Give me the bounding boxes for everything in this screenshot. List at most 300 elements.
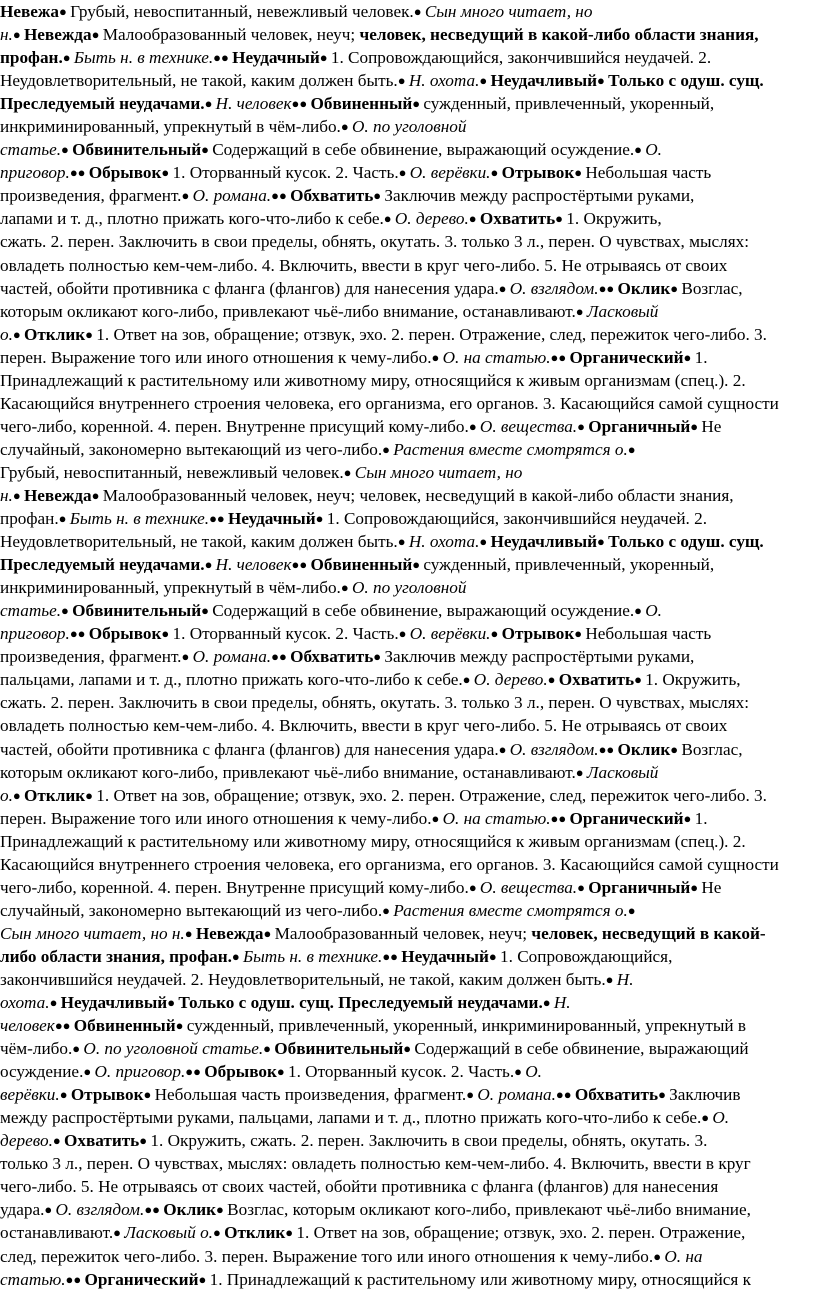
headword: Отклик	[24, 324, 86, 344]
example-text: Быть н. в технике.	[243, 946, 383, 966]
example-text: Н. охота.	[408, 532, 480, 552]
bullet-separator: ●	[397, 73, 409, 89]
bullet-separator: ●	[605, 971, 617, 987]
definition-text: 1. Оторванный кусок. 2. Часть.	[172, 163, 399, 183]
example-text: О. взглядом.	[509, 739, 599, 759]
text-line	[0, 415, 816, 438]
bullet-separator: ●●	[209, 511, 229, 527]
text-line	[0, 369, 816, 392]
bullet-separator: ●	[574, 165, 586, 181]
example-text: о.	[0, 324, 13, 344]
headword: Обхватить	[290, 647, 374, 667]
definition-text: 1.	[694, 808, 708, 828]
definition-text: сужденный, привлеченный, укоренный,	[423, 555, 715, 575]
text-line	[0, 484, 816, 507]
text-line	[0, 1268, 816, 1291]
bullet-separator: ●	[212, 1225, 225, 1241]
headword: Неудачливый	[490, 71, 598, 91]
headword: Органический	[569, 808, 684, 828]
text-line	[0, 530, 816, 553]
bullet-separator: ●	[373, 649, 385, 665]
text-line	[0, 945, 816, 968]
example-text: Сын много читает, но н.	[0, 923, 185, 943]
bullet-separator: ●	[383, 211, 395, 227]
headword: Неудачный	[401, 946, 489, 966]
example-text: О. на статью.	[442, 347, 551, 367]
headword: Обвиненный	[73, 1016, 176, 1036]
headword: Только с одуш. сущ.	[608, 532, 764, 552]
text-line	[0, 507, 816, 530]
definition-text: 1. Ответ на зов, обращение; отзвук, эхо. 2. перен. Отражение, след, пережиток чего-либо. 3.	[96, 324, 767, 344]
bullet-separator: ●	[49, 995, 61, 1011]
bullet-separator: ●	[91, 487, 103, 503]
example-text: н.	[0, 25, 13, 45]
text-line	[0, 576, 816, 599]
definition-text: случайный, закономерно вытекающий из чего-либо.	[0, 439, 383, 459]
text-line	[0, 761, 816, 784]
bullet-separator: ●	[398, 165, 410, 181]
bullet-separator: ●	[263, 925, 275, 941]
headword: Отклик	[224, 1223, 286, 1243]
definition-text: 1. Сопровождающийся, закончившийся неудачей. 2.	[330, 48, 712, 68]
bullet-separator: ●	[12, 326, 24, 342]
bullet-separator: ●●	[65, 1271, 85, 1287]
bullet-separator: ●●	[69, 626, 89, 642]
bullet-separator: ●	[397, 534, 409, 550]
text-line	[0, 161, 816, 184]
text-line	[0, 876, 816, 899]
headword: Обвинительный	[274, 1039, 404, 1059]
bullet-separator: ●	[373, 188, 385, 204]
headword: профан.	[0, 48, 63, 68]
example-text: О. на статью.	[442, 808, 551, 828]
bullet-separator: ●	[201, 603, 213, 619]
bullet-separator: ●	[468, 211, 480, 227]
example-text: н.	[0, 485, 13, 505]
headword: Только с одуш. сущ. Преследуемый неудачами.	[178, 993, 543, 1013]
text-line	[0, 1083, 816, 1106]
text-line	[0, 392, 816, 415]
headword: Обрывок	[88, 624, 162, 644]
headword: Обвинительный	[72, 140, 202, 160]
example-text: О. дерево.	[394, 209, 469, 229]
text-line	[0, 991, 816, 1014]
definition-text: Небольшая часть	[585, 624, 712, 644]
headword: Преследуемый неудачами.	[0, 94, 205, 114]
bullet-separator: ●	[44, 1202, 56, 1218]
text-line	[0, 1175, 816, 1198]
example-text: О.	[712, 1108, 730, 1128]
bullet-separator: ●	[634, 672, 646, 688]
headword: Обвинительный	[72, 601, 202, 621]
example-text: О.	[645, 601, 662, 621]
bullet-separator: ●	[514, 1064, 526, 1080]
bullet-separator: ●	[139, 1133, 151, 1149]
bullet-separator: ●	[83, 1064, 95, 1080]
bullet-separator: ●●	[555, 1087, 575, 1103]
bullet-separator: ●	[398, 626, 410, 642]
headword: Отрывок	[501, 163, 575, 183]
bullet-separator: ●	[315, 511, 327, 527]
text-line	[0, 784, 816, 807]
definition-text: 1. Оторванный кусок. 2. Часть.	[287, 1062, 515, 1082]
definition-text: случайный, закономерно вытекающий из чего-либо.	[0, 900, 383, 920]
bullet-separator: ●	[12, 487, 24, 503]
example-text: О.	[525, 1062, 542, 1082]
headword: Невежда	[23, 485, 92, 505]
example-text: приговор.	[0, 624, 70, 644]
definition-text: лапами и т. д., плотно прижать кого-что-либо к себе.	[0, 209, 384, 229]
definition-text: профан.	[0, 509, 59, 529]
headword: Охватить	[64, 1131, 140, 1151]
bullet-separator: ●	[198, 1271, 210, 1287]
text-line	[0, 115, 816, 138]
example-text: О. по уголовной статье.	[83, 1039, 264, 1059]
example-text: О. вещества.	[479, 416, 578, 436]
definition-text: 1. Окружить,	[645, 670, 741, 690]
headword: Невежа	[0, 2, 59, 21]
bullet-separator: ●	[577, 879, 589, 895]
example-text: Ласковый	[586, 301, 659, 321]
definition-text: сужденный, привлеченный, укоренный,	[423, 94, 715, 114]
example-text: О. верёвки.	[409, 163, 491, 183]
bullet-separator: ●●	[271, 188, 291, 204]
bullet-separator: ●	[479, 534, 491, 550]
bullet-separator: ●	[498, 741, 510, 757]
definition-text: Касающийся внутреннего строения человека, его организма, его органов. 3. Касающийся самой сущности	[0, 393, 779, 413]
example-text: о.	[0, 785, 13, 805]
headword: Только с одуш. сущ.	[608, 71, 764, 91]
bullet-separator: ●	[488, 948, 501, 964]
definition-text: 1. Принадлежащий к растительному или животному миру, относящийся к	[209, 1269, 751, 1289]
bullet-separator: ●●	[185, 1064, 205, 1080]
definition-text: Грубый, невоспитанный, невежливый человек.	[0, 462, 344, 482]
bullet-separator: ●	[184, 925, 196, 941]
example-text: Сын много читает, но	[354, 462, 523, 482]
definition-text: сжать. 2. перен. Заключить в свои пределы, обнять, окутать. 3. только 3 л., перен. О чувствах, мыслях:	[0, 693, 749, 713]
text-line	[0, 0, 816, 23]
definition-text: 1. Ответ на зов, обращение; отзвук, эхо. 2. перен. Отражение, след, пережиток чего-либо. 3.	[96, 785, 767, 805]
text-line	[0, 807, 816, 830]
headword: Невежда	[23, 25, 92, 45]
example-text: Быть н. в технике.	[69, 509, 210, 529]
bullet-separator: ●	[468, 879, 480, 895]
bullet-separator: ●	[143, 1087, 155, 1103]
bullet-separator: ●	[431, 349, 443, 365]
definition-text: Не	[701, 877, 722, 897]
example-text: О. взглядом.	[55, 1200, 145, 1220]
headword: Обвиненный	[310, 94, 413, 114]
definition-text: Содержащий в себе обвинение, выражающий осуждение.	[212, 601, 635, 621]
headword: Органичный	[588, 416, 691, 436]
example-text: О. по уголовной	[351, 578, 467, 598]
example-text: Н. человек	[215, 94, 292, 114]
example-text: О. романа.	[477, 1085, 556, 1105]
bullet-separator: ●	[72, 1041, 84, 1057]
definition-text: Малообразованный человек, неуч;	[102, 25, 360, 45]
bullet-separator: ●	[231, 948, 244, 964]
bullet-separator: ●●	[69, 165, 89, 181]
definition-text: Касающийся внутреннего строения человека, его организма, его органов. 3. Касающийся самой сущности	[0, 854, 779, 874]
bullet-separator: ●	[167, 995, 179, 1011]
definition-text: Возглас, которым окликают кого-либо, привлекают чьё-либо внимание,	[227, 1200, 751, 1220]
definition-text: Заключив	[669, 1085, 741, 1105]
bullet-separator: ●	[319, 50, 331, 66]
headword: Оклик	[617, 278, 671, 298]
definition-text: Малообразованный человек, неуч; человек, несведущий в какой-либо области знания,	[102, 485, 734, 505]
bullet-separator: ●	[382, 902, 394, 918]
definition-text: 1. Сопровождающийся, закончившийся неудачей. 2.	[326, 509, 708, 529]
bullet-separator: ●	[181, 188, 193, 204]
headword: Оклик	[617, 739, 671, 759]
bullet-separator: ●	[58, 4, 71, 19]
headword: Обвиненный	[310, 555, 413, 575]
definition-text: частей, обойти противника с фланга (флангов) для нанесения удара.	[0, 278, 499, 298]
text-line	[0, 277, 816, 300]
example-text: Ласковый	[586, 762, 659, 782]
text-line	[0, 461, 816, 484]
bullet-separator: ●	[634, 603, 646, 619]
bullet-separator: ●	[479, 73, 491, 89]
bullet-separator: ●	[340, 580, 352, 596]
headword: Органический	[569, 347, 684, 367]
bullet-separator: ●	[690, 418, 702, 434]
bullet-separator: ●	[653, 1248, 665, 1264]
bullet-separator: ●	[462, 672, 474, 688]
text-line	[0, 323, 816, 346]
bullet-separator: ●	[12, 787, 24, 803]
bullet-separator: ●●	[382, 948, 402, 964]
bullet-separator: ●	[468, 418, 480, 434]
bullet-separator: ●	[412, 557, 424, 573]
text-line	[0, 438, 816, 461]
bullet-separator: ●	[670, 280, 682, 296]
text-line	[0, 691, 816, 714]
bullet-separator: ●●	[550, 349, 570, 365]
bullet-separator: ●	[113, 1225, 125, 1241]
example-text: Н.	[553, 993, 571, 1013]
bullet-separator: ●	[276, 1064, 288, 1080]
definition-text: произведения, фрагмент.	[0, 186, 182, 206]
definition-text: между распростёртыми руками, пальцами, лапами и т. д., плотно прижать кого-что-либо к себе.	[0, 1108, 702, 1128]
bullet-separator: ●	[285, 1225, 297, 1241]
bullet-separator: ●	[627, 441, 636, 457]
definition-text: только 3 л., перен. О чувствах, мыслях: овладеть полностью кем-чем-либо. 4. Включить, ввести в круг	[0, 1154, 751, 1174]
text-line	[0, 1106, 816, 1129]
bullet-separator: ●	[498, 280, 510, 296]
bullet-separator: ●	[216, 1202, 228, 1218]
bullet-separator: ●	[575, 764, 587, 780]
bullet-separator: ●	[683, 810, 695, 826]
text-line	[0, 207, 816, 230]
headword: Обрывок	[204, 1062, 277, 1082]
text-line	[0, 254, 816, 277]
bullet-separator: ●	[466, 1087, 478, 1103]
bullet-separator: ●	[577, 418, 589, 434]
bullet-separator: ●	[340, 119, 352, 135]
headword: Органичный	[588, 877, 691, 897]
definition-text: Принадлежащий к растительному или животному миру, относящийся к живым организмам (спец.). 2.	[0, 831, 746, 851]
bullet-separator: ●	[490, 626, 502, 642]
bullet-separator: ●	[412, 96, 424, 112]
bullet-separator: ●	[52, 1133, 64, 1149]
text-line	[0, 1037, 816, 1060]
example-text: Н.	[616, 969, 634, 989]
definition-text: Неудовлетворительный, не такой, каким должен быть.	[0, 71, 398, 91]
bullet-separator: ●	[58, 511, 70, 527]
bullet-separator: ●	[61, 142, 73, 158]
bullet-separator: ●	[343, 464, 355, 480]
definition-text: Содержащий в себе обвинение, выражающий	[414, 1039, 749, 1059]
headword: Неудачный	[228, 509, 316, 529]
definition-text: 1. Окружить,	[566, 209, 662, 229]
bullet-separator: ●	[12, 27, 24, 43]
headword: Отрывок	[70, 1085, 144, 1105]
text-line	[0, 300, 816, 323]
bullet-separator: ●●	[550, 810, 570, 826]
example-text: статье.	[0, 140, 62, 160]
text-line	[0, 599, 816, 622]
definition-text: останавливают.	[0, 1223, 114, 1243]
bullet-separator: ●	[634, 142, 646, 158]
example-text: Быть н. в технике.	[73, 48, 214, 68]
bullet-separator: ●	[175, 1018, 187, 1034]
text-line	[0, 138, 816, 161]
example-text: охота.	[0, 993, 50, 1013]
example-text: О. вещества.	[479, 877, 578, 897]
bullet-separator: ●	[658, 1087, 670, 1103]
text-line	[0, 1060, 816, 1083]
definition-text: удара.	[0, 1200, 45, 1220]
definition-text: след, пережиток чего-либо. 3. перен. Выражение того или иного отношения к чему-либо.	[0, 1246, 654, 1266]
text-line	[0, 69, 816, 92]
text-line	[0, 1198, 816, 1221]
bullet-separator: ●●	[271, 649, 291, 665]
text-line	[0, 622, 816, 645]
text-line	[0, 853, 816, 876]
definition-text: перен. Выражение того или иного отношения к чему-либо.	[0, 347, 432, 367]
definition-text: Малообразованный человек, неуч;	[274, 923, 532, 943]
definition-text: Заключив между распростёртыми руками,	[384, 186, 695, 206]
example-text: приговор.	[0, 163, 70, 183]
example-text: О. взглядом.	[509, 278, 599, 298]
headword: Неудачливый	[60, 993, 168, 1013]
definition-text: чего-либо, коренной. 4. перен. Внутренне присущий кому-либо.	[0, 877, 469, 897]
definition-text: произведения, фрагмент.	[0, 647, 182, 667]
text-line	[0, 1221, 816, 1244]
definition-text: сжать. 2. перен. Заключить в свои пределы, обнять, окутать. 3. только 3 л., перен. О чувствах, мыслях:	[0, 232, 749, 252]
text-line	[0, 645, 816, 668]
example-text: О. романа.	[192, 647, 272, 667]
headword: Органический	[84, 1269, 199, 1289]
definition-text: Неудовлетворительный, не такой, каким должен быть.	[0, 532, 398, 552]
definition-text: Грубый, невоспитанный, невежливый человек.	[70, 2, 414, 21]
bullet-separator: ●	[413, 4, 425, 19]
bullet-separator: ●	[204, 557, 216, 573]
definition-text: которым окликают кого-либо, привлекают чьё-либо внимание, останавливают.	[0, 762, 576, 782]
bullet-separator: ●	[85, 326, 97, 342]
example-text: Н. охота.	[408, 71, 480, 91]
bullet-separator: ●●	[291, 96, 311, 112]
headword: Отрывок	[501, 624, 575, 644]
headword: Оклик	[163, 1200, 217, 1220]
bullet-separator: ●	[263, 1041, 275, 1057]
bullet-separator: ●●	[54, 1018, 74, 1034]
example-text: Растения вместе смотрятся о.	[393, 900, 628, 920]
text-line	[0, 92, 816, 115]
definition-text: чего-либо. 5. Не отрываясь от своих частей, обойти противника с фланга (флангов) для нанесения	[0, 1177, 719, 1197]
example-text: О.	[645, 140, 662, 160]
example-text: Ласковый о.	[124, 1223, 213, 1243]
definition-text: инкриминированный, упрекнутый в чём-либо.	[0, 117, 341, 137]
definition-text: Не	[701, 416, 722, 436]
definition-text: Содержащий в себе обвинение, выражающий осуждение.	[212, 140, 635, 160]
bullet-separator: ●	[542, 995, 554, 1011]
bullet-separator: ●	[547, 672, 559, 688]
headword: Невежда	[195, 923, 264, 943]
bullet-separator: ●	[690, 879, 702, 895]
definition-text: чего-либо, коренной. 4. перен. Внутренне присущий кому-либо.	[0, 416, 469, 436]
bullet-separator: ●	[555, 211, 567, 227]
headword: Обрывок	[88, 163, 162, 183]
example-text: верёвки.	[0, 1085, 60, 1105]
definition-text: чём-либо.	[0, 1039, 73, 1059]
example-text: О. дерево.	[473, 670, 548, 690]
example-text: статью.	[0, 1269, 66, 1289]
bullet-separator: ●	[62, 50, 74, 66]
bullet-separator: ●	[575, 303, 587, 319]
text-line	[0, 346, 816, 369]
example-text: О. верёвки.	[409, 624, 491, 644]
definition-text: инкриминированный, упрекнутый в чём-либо.	[0, 578, 341, 598]
bullet-separator: ●	[161, 165, 173, 181]
definition-text: Заключив между распростёртыми руками,	[384, 647, 695, 667]
definition-text: частей, обойти противника с фланга (флангов) для нанесения удара.	[0, 739, 499, 759]
definition-text: овладеть полностью кем-чем-либо. 4. Включить, ввести в круг чего-либо. 5. Не отрываясь от своих	[0, 255, 728, 275]
bullet-separator: ●●	[144, 1202, 164, 1218]
headword: либо области знания, профан.	[0, 946, 232, 966]
headword: Обхватить	[290, 186, 374, 206]
example-text: Сын много читает, но	[424, 2, 593, 21]
headword: Неудачный	[232, 48, 320, 68]
definition-text: овладеть полностью кем-чем-либо. 4. Включить, ввести в круг чего-либо. 5. Не отрываясь от своих	[0, 716, 728, 736]
bullet-separator: ●	[382, 441, 394, 457]
definition-text: перен. Выражение того или иного отношения к чему-либо.	[0, 808, 432, 828]
headword: человек, несведущий в какой-либо области знания,	[359, 25, 759, 45]
bullet-separator: ●	[161, 626, 173, 642]
text-line	[0, 668, 816, 691]
example-text: О. романа.	[192, 186, 272, 206]
text-line	[0, 1245, 816, 1268]
text-line	[0, 1014, 816, 1037]
text-line	[0, 23, 816, 46]
example-text: человек	[0, 1016, 55, 1036]
bullet-separator: ●●	[291, 557, 311, 573]
definition-text: закончившийся неудачей. 2. Неудовлетворительный, не такой, каким должен быть.	[0, 969, 606, 989]
text-line	[0, 738, 816, 761]
bullet-separator: ●	[574, 626, 586, 642]
text-line	[0, 230, 816, 253]
example-text: О. приговор.	[94, 1062, 186, 1082]
bullet-separator: ●●	[598, 741, 618, 757]
text-line	[0, 1129, 816, 1152]
headword: Охватить	[558, 670, 635, 690]
example-text: Растения вместе смотрятся о.	[393, 439, 628, 459]
bullet-separator: ●	[597, 73, 609, 89]
bullet-separator: ●●	[213, 50, 233, 66]
example-text: статье.	[0, 601, 62, 621]
headword: Обхватить	[574, 1085, 659, 1105]
